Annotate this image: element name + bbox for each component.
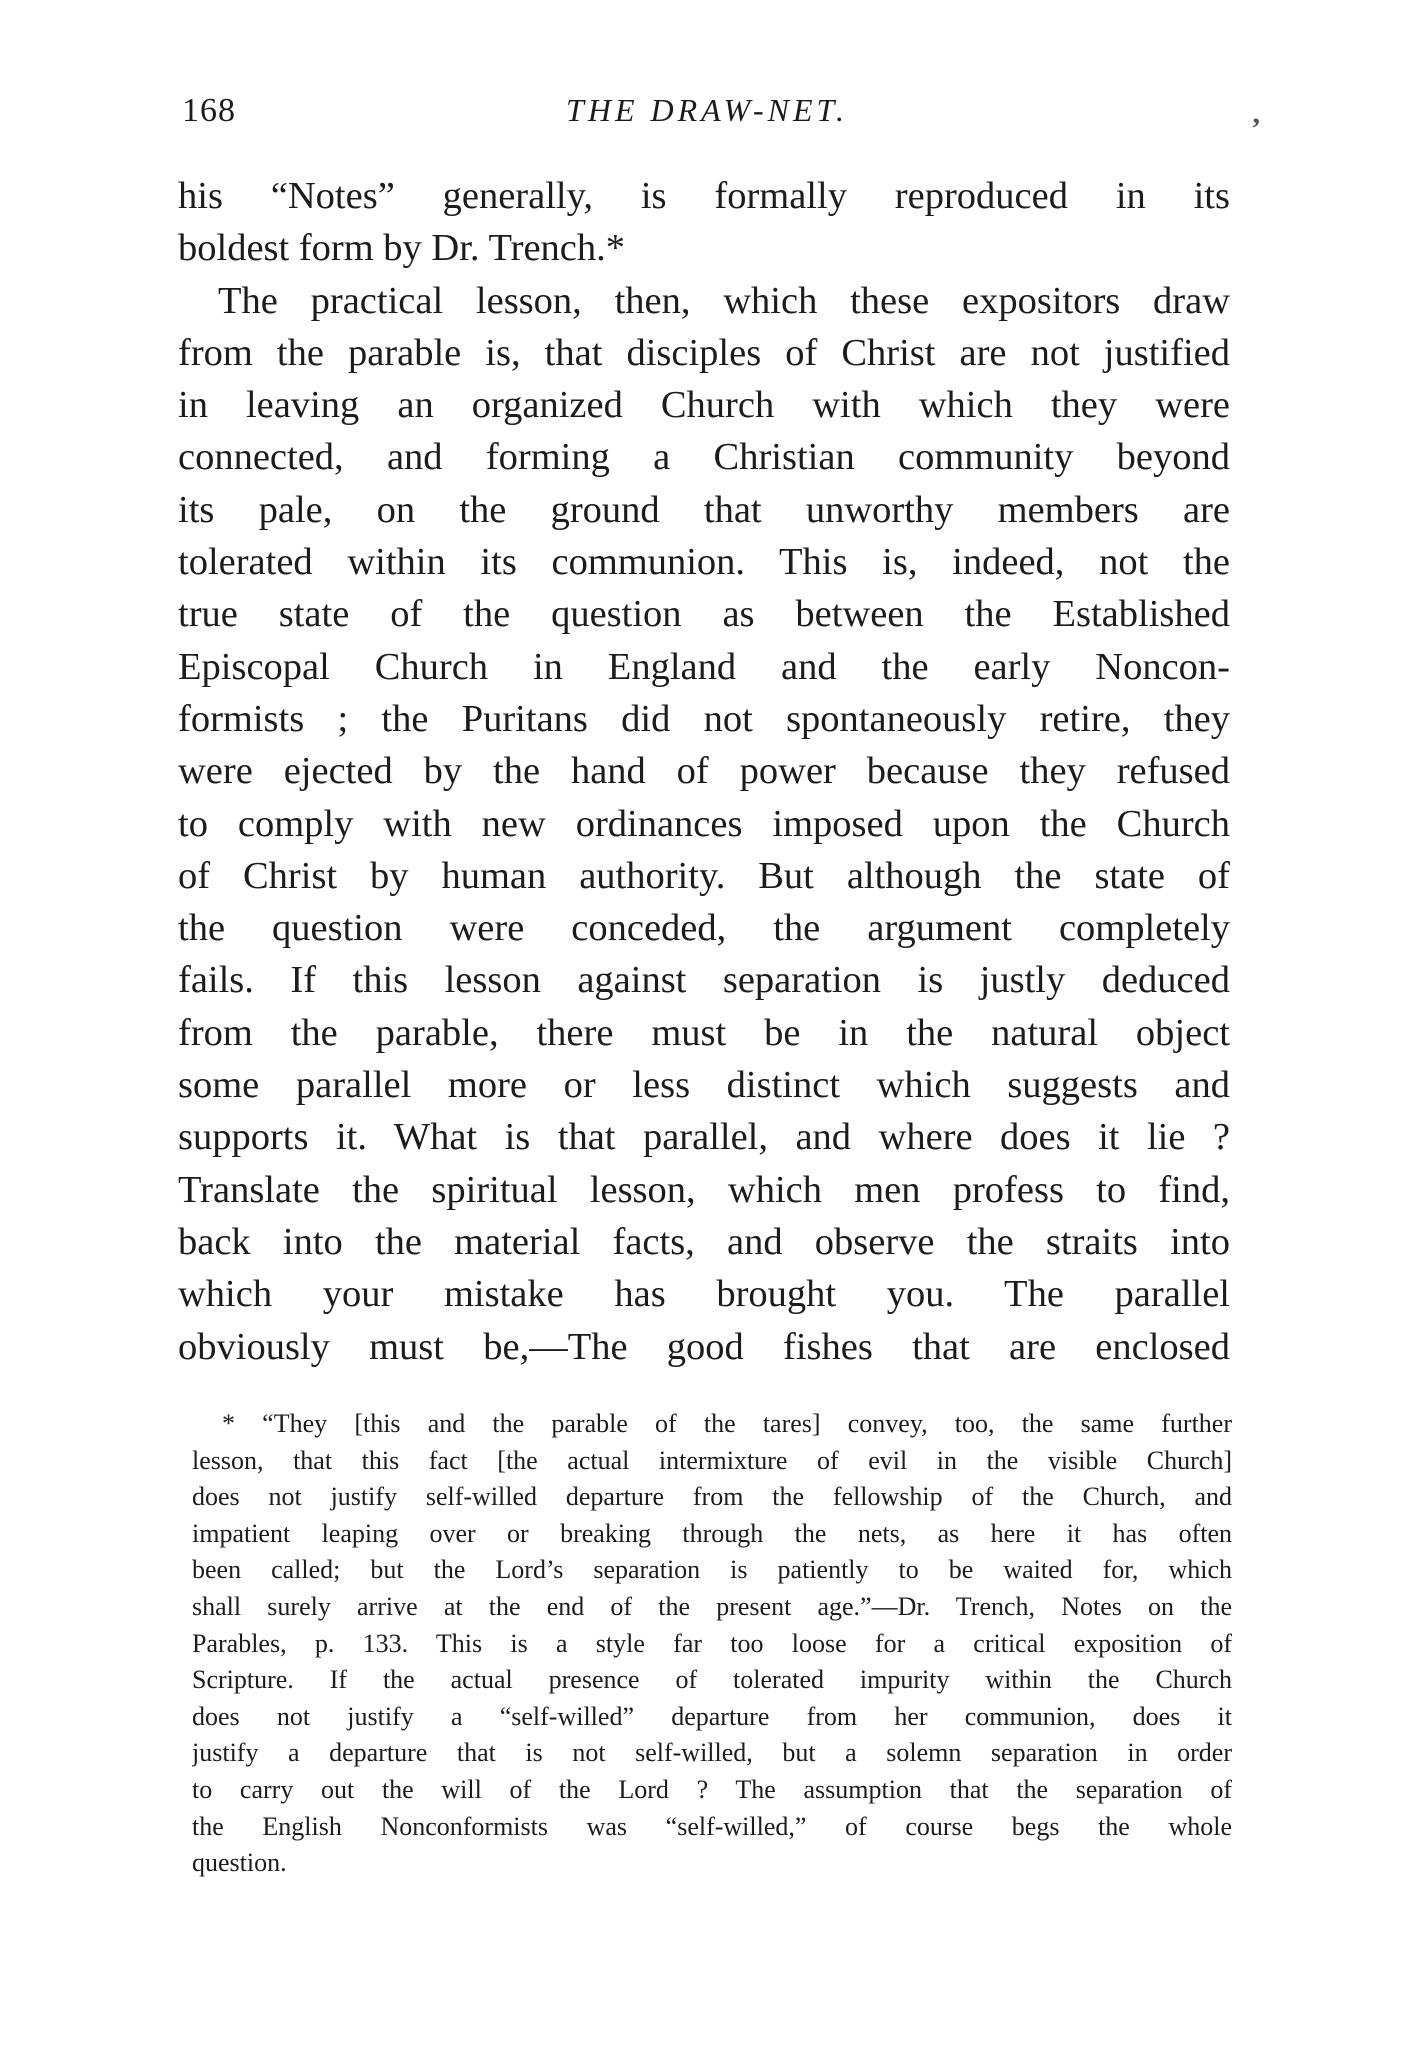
- body-line: connected, and forming a Christian community beyond: [178, 436, 1230, 479]
- body-line: which your mistake has brought you. The parallel: [178, 1273, 1230, 1316]
- footnote-line: lesson, that this fact [the actual intermixture of evil in the visible Church]: [192, 1445, 1232, 1475]
- page-header: [182, 92, 1232, 142]
- body-line: obviously must be,—The good fishes that are enclosed: [178, 1325, 1230, 1368]
- body-line: from the parable, there must be in the natural object: [178, 1011, 1230, 1054]
- ink-mark: ’: [1251, 112, 1261, 145]
- body-line: his “Notes” generally, is formally reproduced in its: [178, 175, 1230, 217]
- footnote-line: question.: [192, 1848, 287, 1878]
- body-line: from the parable is, that disciples of Christ are not justified: [178, 331, 1230, 374]
- footnote-line: does not justify a “self-willed” departure from her communion, does it: [192, 1701, 1232, 1731]
- body-line: Translate the spiritual lesson, which men profess to find,: [178, 1168, 1230, 1211]
- body-line: The practical lesson, then, which these expositors draw: [218, 279, 1230, 322]
- footnote-line: justify a departure that is not self-willed, but a solemn separation in order: [192, 1738, 1232, 1768]
- body-line: formists ; the Puritans did not spontaneously retire, they: [178, 697, 1230, 740]
- footnote-line: does not justify self-willed departure from the fellowship of the Church, and: [192, 1482, 1232, 1512]
- body-line: back into the material facts, and observe the straits into: [178, 1220, 1230, 1263]
- footnote-line: Scripture. If the actual presence of tolerated impurity within the Church: [192, 1665, 1232, 1695]
- footnote-line: Parables, p. 133. This is a style far too loose for a critical exposition of: [192, 1628, 1232, 1658]
- body-line: of Christ by human authority. But although the state of: [178, 854, 1230, 897]
- body-line: fails. If this lesson against separation is justly deduced: [178, 959, 1230, 1002]
- footnote-line: been called; but the Lord’s separation is patiently to be waited for, which: [192, 1555, 1232, 1585]
- body-line: in leaving an organized Church with which they were: [178, 384, 1230, 427]
- body-line: some parallel more or less distinct which suggests and: [178, 1064, 1230, 1107]
- footnote-line: the English Nonconformists was “self-willed,” of course begs the whole: [192, 1811, 1232, 1841]
- body-line: its pale, on the ground that unworthy members are: [178, 488, 1230, 531]
- running-title: THE DRAW-NET.: [566, 92, 848, 128]
- body-line: true state of the question as between the Established: [178, 593, 1230, 636]
- footnote-line: shall surely arrive at the end of the present age.”—Dr. Trench, Notes on the: [192, 1591, 1232, 1621]
- body-line: Episcopal Church in England and the early Noncon-: [178, 645, 1230, 688]
- body-line: to comply with new ordinances imposed upon the Church: [178, 802, 1230, 845]
- footnote-line: * “They [this and the parable of the tares] convey, too, the same further: [222, 1409, 1232, 1438]
- body-line: supports it. What is that parallel, and where does it lie ?: [178, 1116, 1230, 1159]
- footnote: [192, 1406, 1232, 1882]
- footnote-line: to carry out the will of the Lord ? The assumption that the separation of: [192, 1774, 1232, 1804]
- body-line: boldest form by Dr. Trench.*: [178, 227, 626, 270]
- body-line: were ejected by the hand of power because they refused: [178, 750, 1230, 793]
- page-number: 168: [182, 92, 236, 129]
- body-line: the question were conceded, the argument completely: [178, 907, 1230, 950]
- main-text: [178, 170, 1230, 1373]
- footnote-line: impatient leaping over or breaking through the nets, as here it has often: [192, 1518, 1232, 1548]
- body-line: tolerated within its communion. This is, indeed, not the: [178, 541, 1230, 584]
